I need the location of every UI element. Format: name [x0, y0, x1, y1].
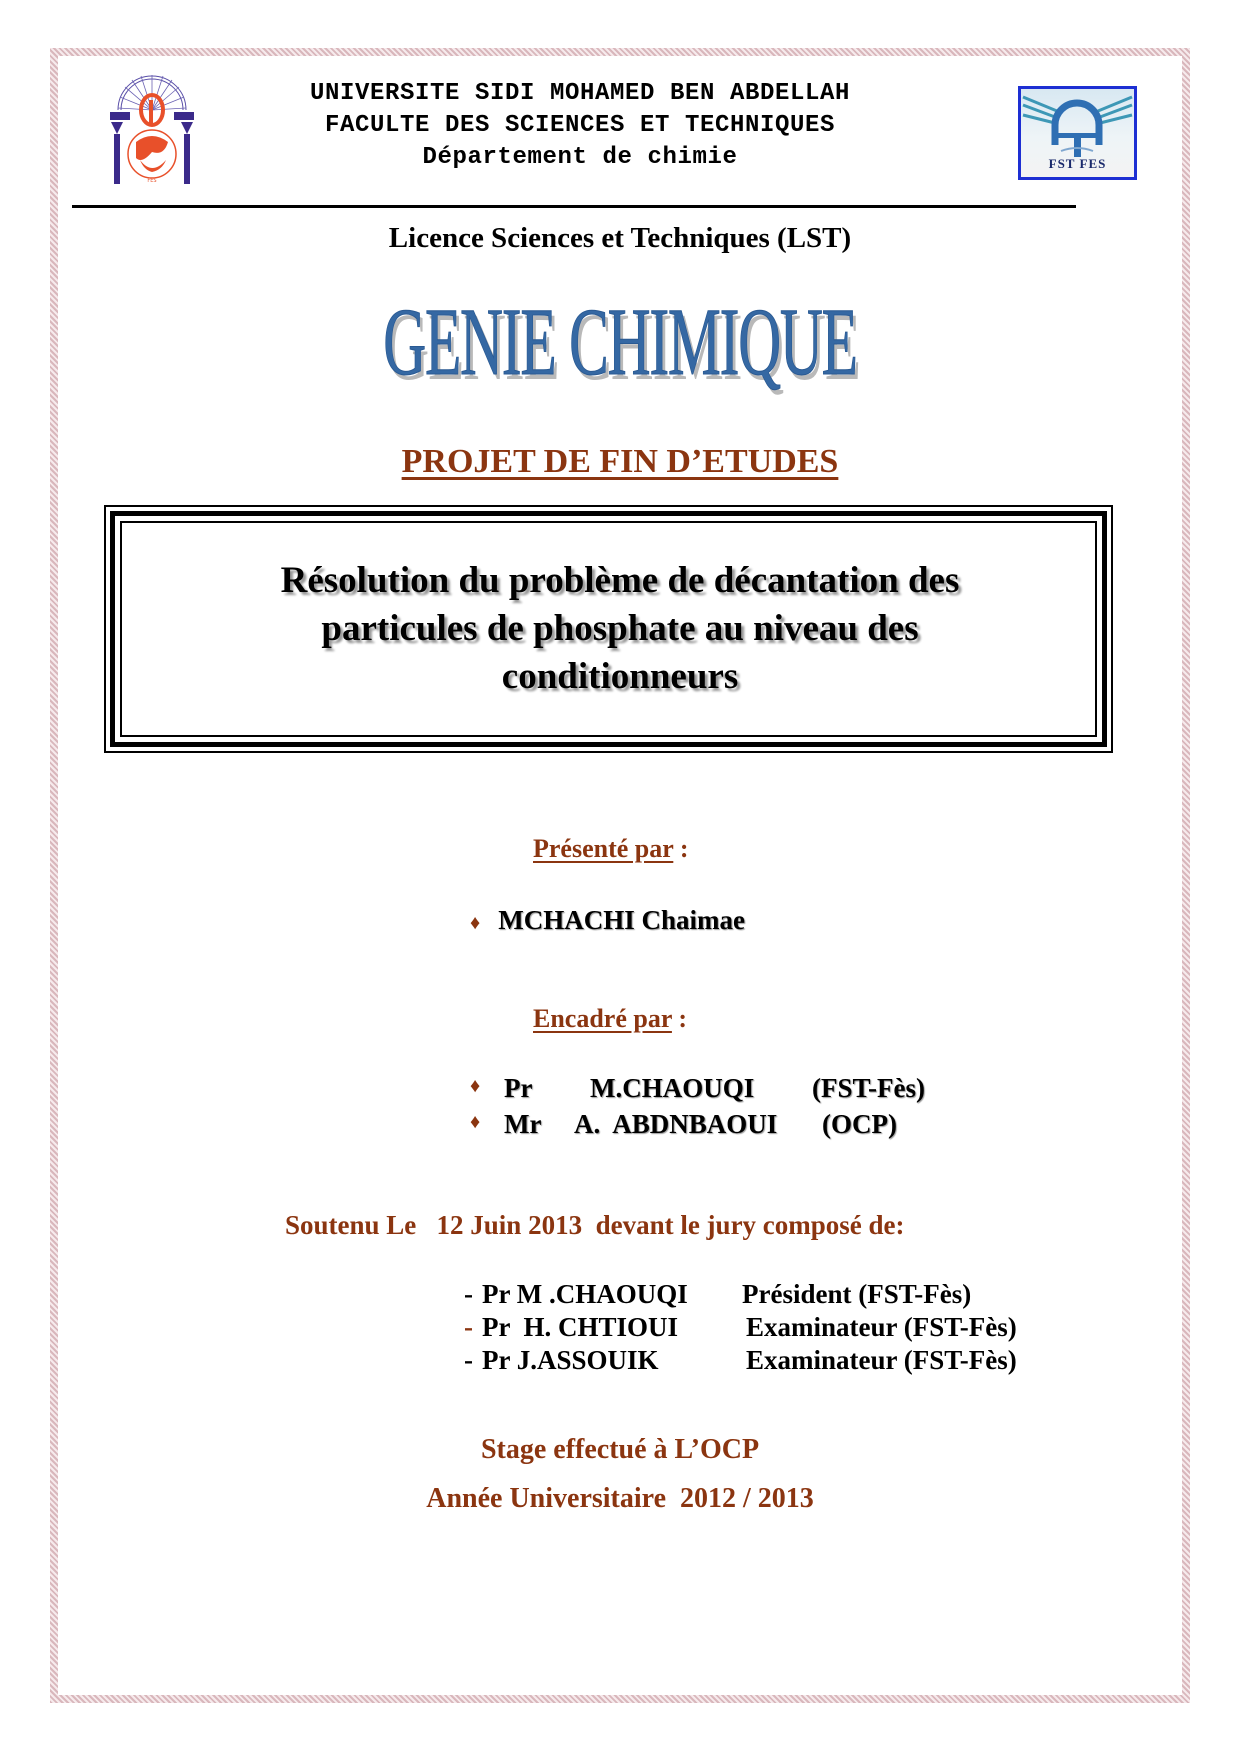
supervisor-name: A. ABDNBAOUI [574, 1109, 778, 1139]
supervisor-title: Pr [504, 1073, 533, 1103]
document-type-text: PROJET DE FIN D’ETUDES [401, 443, 839, 480]
student-entry [470, 905, 745, 936]
project-title [150, 557, 1090, 701]
jury-row [464, 1278, 1064, 1311]
student-name: MCHACHI Chaimae [498, 905, 745, 935]
project-title-line-2: particules de phosphate au niveau des [321, 608, 919, 649]
university-crest-icon [106, 72, 198, 187]
project-title-line-1: Résolution du problème de décantation des [280, 560, 960, 601]
supervised-by-colon: : [671, 1004, 688, 1033]
jury-dash: - [464, 1279, 473, 1309]
presented-by-colon: : [673, 834, 689, 863]
supervised-by-text: Encadré par [533, 1004, 672, 1033]
fst-fes-label: FST FES [1048, 156, 1107, 171]
jury-dash: - [464, 1345, 473, 1375]
jury-member-name: Pr J.ASSOUIK [482, 1345, 659, 1375]
supervisor-name: M.CHAOUQI [590, 1073, 755, 1103]
supervisor-affiliation: (OCP) [822, 1109, 897, 1139]
defense-statement: Soutenu Le 12 Juin 2013 devant le jury composé de: [285, 1210, 905, 1240]
fst-fes-logo-icon [1018, 86, 1137, 180]
jury-row [464, 1344, 1064, 1377]
document-type-heading [0, 443, 1240, 481]
supervisor-row [470, 1109, 990, 1139]
jury-member-role: Président (FST-Fès) [742, 1279, 972, 1309]
supervisor-title: Mr [504, 1109, 542, 1139]
supervisor-row [470, 1073, 990, 1103]
jury-member-role: Examinateur (FST-Fès) [746, 1312, 1017, 1342]
svg-text:FES: FES [147, 178, 157, 184]
jury-row [464, 1311, 1064, 1344]
jury-member-name: Pr M .CHAOUQI [482, 1279, 688, 1309]
academic-year: Année Universitaire 2012 / 2013 [426, 1483, 814, 1514]
diamond-bullet-icon: ♦ [470, 1075, 481, 1097]
presented-by-text: Présenté par [533, 834, 674, 863]
presented-by-label [533, 834, 688, 864]
specialty-wordart: GENIE CHIMIQUE [383, 288, 857, 395]
program-title: Licence Sciences et Techniques (LST) [388, 222, 852, 254]
jury-member-name: Pr H. CHTIOUI [482, 1312, 679, 1342]
project-title-line-3: conditionneurs [501, 656, 739, 697]
diamond-bullet-icon: ♦ [470, 912, 481, 934]
diamond-bullet-icon: ♦ [470, 1111, 481, 1133]
internship-location: Stage effectué à L’OCP [480, 1434, 760, 1465]
university-name: UNIVERSITE SIDI MOHAMED BEN ABDELLAH [309, 80, 851, 107]
header-divider [72, 205, 1076, 208]
department-name: Département de chimie [422, 144, 738, 171]
supervised-by-label [533, 1004, 687, 1034]
supervisor-affiliation: (FST-Fès) [812, 1073, 925, 1103]
faculty-name: FACULTE DES SCIENCES ET TECHNIQUES [324, 112, 836, 139]
jury-dash: - [464, 1312, 473, 1342]
jury-member-role: Examinateur (FST-Fès) [746, 1345, 1017, 1375]
